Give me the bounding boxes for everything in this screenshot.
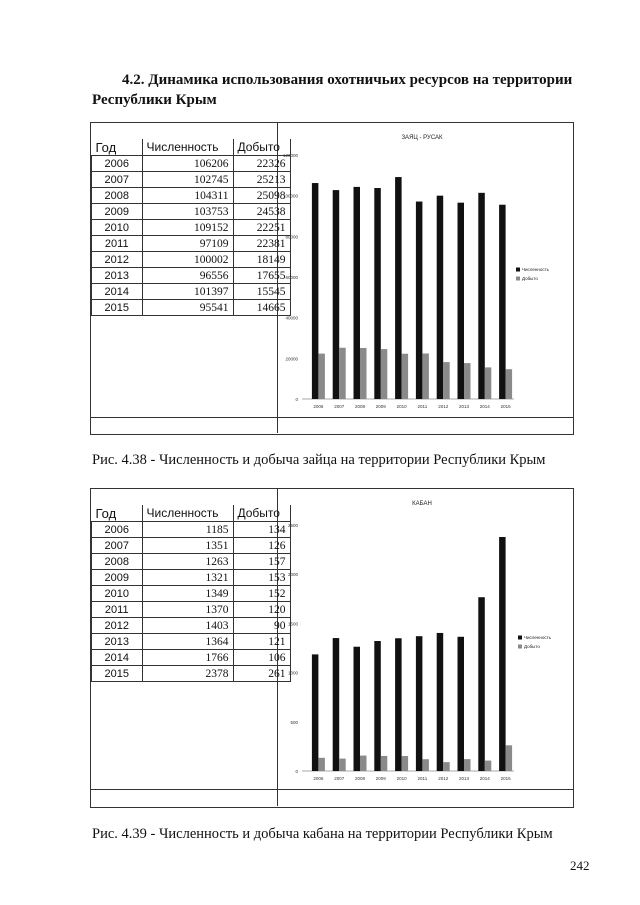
x-tick-label: 2009 <box>375 404 386 409</box>
bar-harvest <box>422 759 429 771</box>
table-header-cell: Год <box>92 505 143 522</box>
y-tick-label: 0 <box>295 769 298 774</box>
hare-table-header <box>92 139 291 156</box>
x-tick-label: 2008 <box>354 404 366 409</box>
legend-swatch <box>518 645 522 649</box>
table-row <box>92 522 291 538</box>
bar-harvest <box>464 363 471 399</box>
table-cell: 1321 <box>142 570 233 586</box>
y-tick-label: 500 <box>290 719 298 725</box>
x-tick-label: 2012 <box>438 404 449 409</box>
y-tick-label: 120000 <box>282 153 298 158</box>
y-tick-label: 100000 <box>282 193 298 199</box>
table-row <box>92 570 291 586</box>
bar-count <box>354 187 361 399</box>
x-tick-label: 2014 <box>479 776 490 781</box>
table-cell: 22381 <box>233 236 290 252</box>
table-row <box>92 586 291 602</box>
figure-caption-boar: Рис. 4.39 - Численность и добыча кабана на территории Республики Крым <box>92 826 553 842</box>
bar-harvest <box>318 354 325 399</box>
x-tick-label: 2006 <box>313 404 324 409</box>
table-cell: 14665 <box>233 300 290 316</box>
figure-hare-block <box>90 122 574 435</box>
x-tick-label: 2007 <box>334 404 345 409</box>
table-cell: 90 <box>233 618 290 634</box>
x-tick-label: 2015 <box>500 776 511 781</box>
table-cell: 1263 <box>142 554 233 570</box>
legend-label: Добыто <box>522 276 538 281</box>
legend-label: Численность <box>522 267 550 272</box>
bar-count <box>312 654 319 771</box>
legend-swatch <box>518 636 522 640</box>
y-tick-label: 40000 <box>285 315 298 321</box>
y-tick-label: 2500 <box>287 523 298 528</box>
table-cell: 1185 <box>142 522 233 538</box>
table-cell: 25213 <box>233 172 290 188</box>
x-tick-label: 2009 <box>375 776 386 781</box>
bar-count <box>395 177 402 399</box>
table-cell: 2014 <box>92 650 143 666</box>
bar-harvest <box>339 348 346 399</box>
bar-count <box>478 193 485 399</box>
table-cell: 121 <box>233 634 290 650</box>
table-cell: 2378 <box>142 666 233 682</box>
table-row <box>92 554 291 570</box>
bar-harvest <box>506 369 512 399</box>
bar-harvest <box>381 756 388 771</box>
table-cell: 2011 <box>92 602 143 618</box>
x-tick-label: 2011 <box>417 776 428 781</box>
table-cell: 2009 <box>92 204 143 220</box>
table-row <box>92 156 291 172</box>
table-header-cell: Добыто <box>233 139 290 156</box>
table-cell: 152 <box>233 586 290 602</box>
x-tick-label: 2012 <box>438 776 449 781</box>
bar-harvest <box>464 759 471 771</box>
bar-count <box>374 188 381 399</box>
bar-harvest <box>360 348 367 399</box>
bar-harvest <box>339 759 346 771</box>
bar-count <box>354 647 361 771</box>
chart-title: ЗАЯЦ - РУСАК <box>401 135 443 141</box>
table-cell: 101397 <box>142 284 233 300</box>
table-cell: 2007 <box>92 538 143 554</box>
legend-swatch <box>516 268 520 272</box>
table-cell: 261 <box>233 666 290 682</box>
legend-swatch <box>516 277 520 281</box>
table-cell: 2012 <box>92 618 143 634</box>
bar-harvest <box>360 756 367 771</box>
x-tick-label: 2010 <box>396 404 407 409</box>
bar-count <box>374 641 381 771</box>
table-cell: 153 <box>233 570 290 586</box>
boar-chart-svg <box>278 489 572 789</box>
hare-table <box>91 139 291 316</box>
table-cell: 1349 <box>142 586 233 602</box>
table-cell: 17655 <box>233 268 290 284</box>
legend-label: Численность <box>524 635 552 640</box>
table-cell: 2014 <box>92 284 143 300</box>
table-cell: 2011 <box>92 236 143 252</box>
table-cell: 1364 <box>142 634 233 650</box>
bar-count <box>333 638 340 771</box>
table-cell: 1403 <box>142 618 233 634</box>
bar-count <box>395 638 402 771</box>
y-tick-label: 80000 <box>285 234 298 240</box>
bar-harvest <box>443 762 450 771</box>
figure-caption-hare: Рис. 4.38 - Численность и добыча зайца на территории Республики Крым <box>92 452 546 468</box>
table-cell: 2008 <box>92 554 143 570</box>
page-number: 242 <box>570 858 590 873</box>
table-row <box>92 650 291 666</box>
bar-harvest <box>485 367 492 399</box>
bar-count <box>499 537 506 771</box>
table-cell: 97109 <box>142 236 233 252</box>
table-cell: 2008 <box>92 188 143 204</box>
table-cell: 2015 <box>92 300 143 316</box>
bar-harvest <box>443 362 450 399</box>
table-row <box>92 618 291 634</box>
y-tick-label: 2000 <box>287 572 298 578</box>
table-cell: 2007 <box>92 172 143 188</box>
bar-harvest <box>318 758 325 771</box>
bar-count <box>437 196 444 399</box>
table-cell: 25098 <box>233 188 290 204</box>
table-header-cell: Год <box>92 139 143 156</box>
table-header-cell: Численность <box>142 505 233 522</box>
table-cell: 24538 <box>233 204 290 220</box>
y-tick-label: 20000 <box>285 356 298 362</box>
table-cell: 96556 <box>142 268 233 284</box>
table-cell: 104311 <box>142 188 233 204</box>
bar-count <box>312 183 319 399</box>
x-tick-label: 2007 <box>334 776 345 781</box>
x-tick-label: 2008 <box>354 776 366 781</box>
table-cell: 157 <box>233 554 290 570</box>
table-cell: 2013 <box>92 268 143 284</box>
bar-harvest <box>402 756 409 771</box>
table-cell: 2010 <box>92 586 143 602</box>
table-cell: 1370 <box>142 602 233 618</box>
table-cell: 1766 <box>142 650 233 666</box>
y-tick-label: 1500 <box>287 621 298 627</box>
table-row <box>92 284 291 300</box>
table-row <box>92 204 291 220</box>
table-cell: 120 <box>233 602 290 618</box>
hare-chart <box>278 123 572 417</box>
x-tick-label: 2014 <box>479 404 490 409</box>
bar-harvest <box>485 761 492 771</box>
table-row <box>92 634 291 650</box>
table-cell: 2015 <box>92 666 143 682</box>
legend-label: Добыто <box>524 644 540 649</box>
bar-count <box>458 203 465 399</box>
table-cell: 2009 <box>92 570 143 586</box>
bar-count <box>437 633 444 771</box>
table-cell: 15545 <box>233 284 290 300</box>
figure-boar-block <box>90 488 574 808</box>
table-row <box>92 188 291 204</box>
table-row <box>92 538 291 554</box>
table-row <box>92 252 291 268</box>
table-row <box>92 172 291 188</box>
table-cell: 2012 <box>92 252 143 268</box>
x-tick-label: 2015 <box>500 404 511 409</box>
table-cell: 22251 <box>233 220 290 236</box>
x-tick-label: 2013 <box>458 404 470 409</box>
section-heading-line-2: Республики Крым <box>92 92 217 108</box>
table-cell: 109152 <box>142 220 233 236</box>
bar-count <box>416 202 423 399</box>
section-heading-line-1: 4.2. Динамика использования охотничьих ресурсов на территории <box>122 72 573 88</box>
table-cell: 126 <box>233 538 290 554</box>
table-row <box>92 602 291 618</box>
table-cell: 18149 <box>233 252 290 268</box>
table-cell: 2010 <box>92 220 143 236</box>
y-tick-label: 0 <box>295 397 298 402</box>
table-row <box>92 666 291 682</box>
boar-chart <box>278 489 572 789</box>
y-tick-label: 60000 <box>285 275 298 280</box>
table-cell: 1351 <box>142 538 233 554</box>
table-header-cell: Добыто <box>233 505 290 522</box>
bar-count <box>333 190 340 399</box>
table-cell: 102745 <box>142 172 233 188</box>
table-cell: 106206 <box>142 156 233 172</box>
figure-boar-divider-bottom <box>277 789 278 806</box>
table-row <box>92 300 291 316</box>
boar-table-header <box>92 505 291 522</box>
table-cell: 2006 <box>92 156 143 172</box>
table-row <box>92 268 291 284</box>
bar-harvest <box>422 353 429 399</box>
table-header-cell: Численность <box>142 139 233 156</box>
bar-count <box>416 636 423 771</box>
figure-hare-divider-bottom <box>277 417 278 433</box>
bar-count <box>499 205 506 399</box>
table-cell: 2006 <box>92 522 143 538</box>
table-cell: 22326 <box>233 156 290 172</box>
bar-harvest <box>381 349 388 399</box>
x-tick-label: 2006 <box>313 776 324 781</box>
chart-title: КАБАН <box>412 501 432 507</box>
table-cell: 103753 <box>142 204 233 220</box>
table-row <box>92 236 291 252</box>
table-cell: 106 <box>233 650 290 666</box>
section-heading <box>92 70 612 110</box>
bar-harvest <box>402 354 409 399</box>
x-tick-label: 2010 <box>396 776 407 781</box>
bar-harvest <box>506 745 512 771</box>
x-tick-label: 2011 <box>417 404 428 409</box>
x-tick-label: 2013 <box>458 776 470 781</box>
y-tick-label: 1000 <box>287 670 298 676</box>
table-cell: 2013 <box>92 634 143 650</box>
boar-table <box>91 505 291 682</box>
table-cell: 95541 <box>142 300 233 316</box>
hare-chart-svg <box>278 123 572 417</box>
bar-count <box>458 637 465 771</box>
table-cell: 134 <box>233 522 290 538</box>
bar-count <box>478 597 485 771</box>
table-row <box>92 220 291 236</box>
table-cell: 100002 <box>142 252 233 268</box>
